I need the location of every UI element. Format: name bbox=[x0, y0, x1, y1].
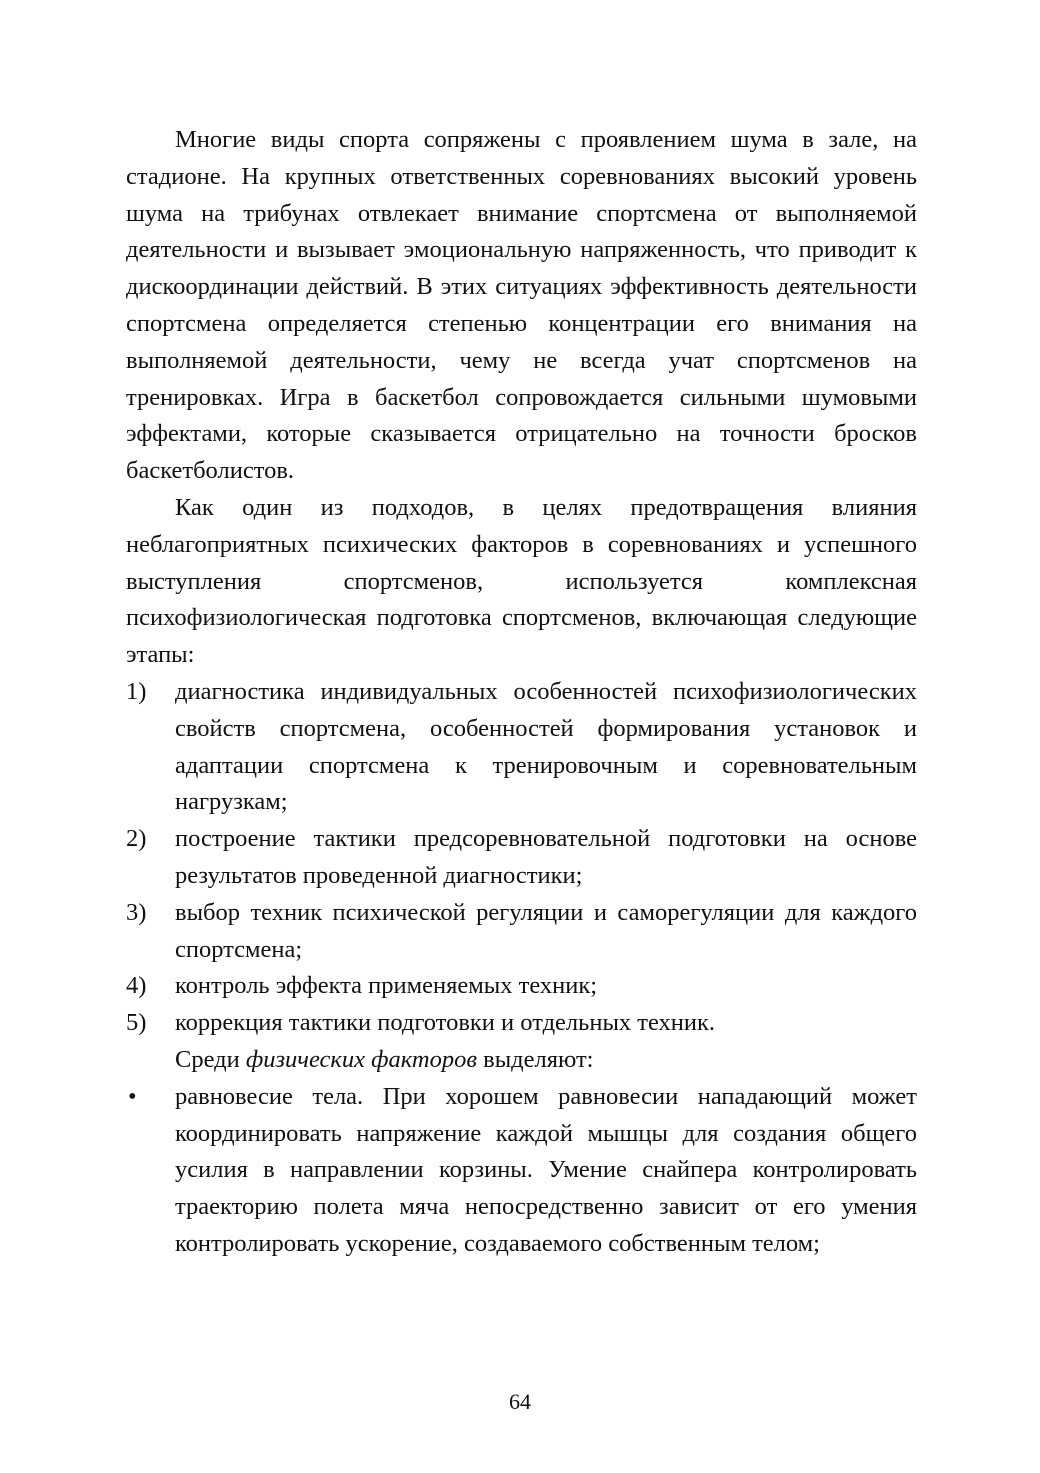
list-item-text: диагностика индивидуальных особенностей психофизиологических свойств спортсмена, особенностей формирования установок и адаптации спортсмена к тренировочным и соревновательным нагрузкам; bbox=[175, 677, 917, 816]
bullet-marker: • bbox=[128, 1082, 137, 1110]
numbered-list-stages bbox=[126, 674, 917, 1042]
list-item-text: выбор техник психической регуляции и саморегуляции для каждого спортсмена; bbox=[175, 898, 917, 963]
list-marker: 4) bbox=[126, 972, 147, 1000]
list-item-text: равновесие тела. При хорошем равновесии нападающий может координировать напряжение каждой мышцы для создания общего усилия в направлении корзины. Умение снайпера контролировать траекторию полета мяча непосредственно зависит от его умения контролировать ускорение, создаваемого собственным телом; bbox=[175, 1082, 917, 1257]
list-marker: 1) bbox=[126, 677, 147, 705]
intro-text-emphasis: физических факторов bbox=[245, 1045, 477, 1073]
paragraph-approach: Как один из подходов, в целях предотвращения влияния неблагоприятных психических факторов в соревнованиях и успешного выступления спортсменов, используется комплексная психофизиологическая подготовка спортсменов, включающая следующие этапы: bbox=[126, 493, 917, 669]
list-item-text: коррекция тактики подготовки и отдельных техник. bbox=[175, 1009, 716, 1037]
intro-text-before: Среди bbox=[175, 1045, 246, 1073]
list-marker: 3) bbox=[126, 898, 147, 926]
paragraph-physical-factors-intro bbox=[126, 1042, 917, 1079]
intro-text-after: выделяют: bbox=[477, 1045, 594, 1073]
list-item bbox=[126, 821, 917, 895]
list-marker: 5) bbox=[126, 1009, 147, 1037]
bullet-list-physical-factors bbox=[126, 1079, 917, 1263]
list-item-text: контроль эффекта применяемых техник; bbox=[175, 972, 598, 1000]
list-item bbox=[126, 968, 917, 1005]
list-item-text: построение тактики предсоревновательной подготовки на основе результатов проведенной диагностики; bbox=[175, 825, 917, 889]
list-item bbox=[126, 1079, 917, 1263]
page-number: 64 bbox=[509, 1389, 531, 1414]
paragraph-noise: Многие виды спорта сопряжены с проявлением шума в зале, на стадионе. На крупных ответственных соревнованиях высокий уровень шума на трибунах отвлекает внимание спортсмена от выполняемой деятельности и вызывает эмоциональную напряженность, что приводит к дискоординации действий. В этих ситуациях эффективность деятельности спортсмена определяется степенью концентрации его внимания на выполняемой деятельности, чему не всегда учат спортсменов на тренировках. Игра в баскетбол сопровождается сильными шумовыми эффектами, которые сказывается отрицательно на точности бросков баскетболистов. bbox=[126, 126, 917, 485]
list-item bbox=[126, 674, 917, 821]
list-marker: 2) bbox=[126, 825, 147, 853]
list-item bbox=[126, 895, 917, 969]
document-page bbox=[126, 122, 917, 1263]
list-item bbox=[126, 1005, 917, 1042]
